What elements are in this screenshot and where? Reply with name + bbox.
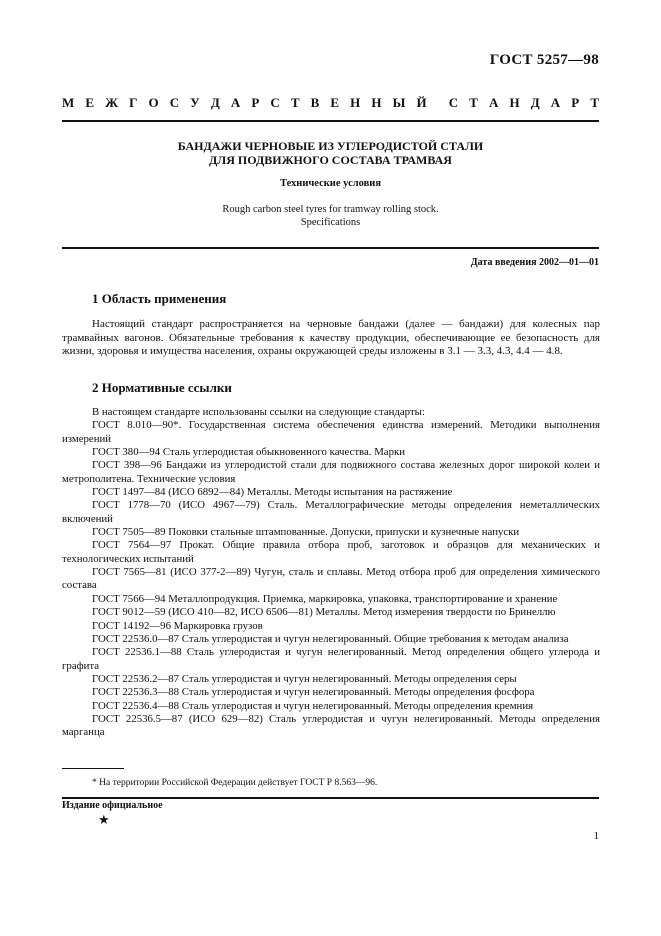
reference-item: ГОСТ 8.010—90*. Государственная система обеспечения единства измерений. Методики выполнения измерений: [62, 419, 600, 445]
banner-letter: Ы: [392, 95, 406, 110]
section-1-paragraph: Настоящий стандарт распространяется на черновые бандажи (далее — бандажи) для колесных пар трамвайных вагонов. Обязательные требования к качеству продукции, обеспечивающие ее безопасность для жизни, здоровья и имущества населения, охраны окружающей среды изложены в 3.1 — 3.3, 4.3, 4.4 — 4.8.: [62, 318, 600, 358]
banner-letter: С: [169, 95, 180, 110]
banner-letter: Н: [371, 95, 382, 110]
banner-letter: Т: [590, 95, 599, 110]
banner-letter: Г: [129, 95, 138, 110]
official-edition-label: Издание официальное: [62, 800, 163, 811]
banner-letter: Т: [290, 95, 300, 110]
bottom-rule: [62, 797, 599, 799]
page-number: 1: [593, 830, 599, 842]
reference-item: ГОСТ 7564—97 Прокат. Общие правила отбора проб, заготовок и образцов для механических и технологических испытаний: [62, 539, 600, 565]
reference-item: ГОСТ 7505—89 Поковки стальные штампованные. Допуски, припуски и кузнечные напуски: [92, 526, 520, 539]
section-1-text: [62, 318, 600, 359]
english-title-line-2: Specifications: [300, 217, 361, 228]
banner-letter: Ж: [105, 95, 118, 110]
banner-letter: О: [148, 95, 159, 110]
banner-letter: Н: [350, 95, 361, 110]
title-line-2: ДЛЯ ПОДВИЖНОГО СОСТАВА ТРАМВАЯ: [209, 153, 452, 167]
reference-item: ГОСТ 22536.3—88 Сталь углеродистая и чугун нелегированный. Методы определения фосфора: [92, 686, 535, 699]
banner-letter: М: [62, 95, 75, 110]
reference-item: ГОСТ 22536.5—87 (ИСО 629—82) Сталь углеродистая и чугун нелегированный. Методы определения марганца: [62, 712, 600, 739]
reference-item: ГОСТ 22536.2—87 Сталь углеродистая и чугун нелегированный. Методы определения серы: [92, 672, 517, 685]
banner-letter: Й: [416, 95, 427, 110]
banner-letter: А: [230, 95, 241, 110]
section-2-heading: 2 Нормативные ссылки: [92, 380, 232, 395]
document-code: ГОСТ 5257—98: [489, 52, 599, 68]
banner-letter: С: [270, 95, 280, 110]
normative-references-list: [62, 406, 600, 740]
banner-letter: Р: [571, 95, 580, 110]
banner-letter: У: [190, 95, 200, 110]
reference-item: ГОСТ 380—94 Сталь углеродистая обыкновенного качества. Марки: [92, 446, 406, 459]
introduction-date: Дата введения 2002—01—01: [470, 257, 599, 268]
banner-letter: С: [448, 95, 459, 110]
reference-item: ГОСТ 1497—84 (ИСО 6892—84) Металлы. Методы испытания на растяжение: [92, 486, 453, 499]
title-rule: [62, 247, 599, 249]
references-intro: В настоящем стандарте использованы ссылки на следующие стандарты:: [92, 406, 425, 418]
footnote-rule: [62, 768, 124, 769]
document-subtitle: Технические условия: [279, 178, 382, 189]
reference-item: ГОСТ 22536.0—87 Сталь углеродистая и чугун нелегированный. Общие требования к методам анализа: [92, 632, 569, 645]
banner-letter: А: [489, 95, 499, 110]
banner-letter: Н: [509, 95, 520, 110]
banner-letter: А: [550, 95, 561, 110]
reference-item: ГОСТ 14192—96 Маркировка грузов: [92, 619, 263, 632]
banner-letter: Д: [530, 95, 540, 110]
footnote: * На территории Российской Федерации действует ГОСТ Р 8.563—96.: [92, 778, 378, 788]
reference-item: ГОСТ 1778—70 (ИСО 4967—79) Сталь. Металлографические методы определения неметаллических включений: [62, 499, 600, 525]
top-rule: [62, 120, 599, 122]
banner-letter: Е: [85, 95, 95, 110]
reference-item: ГОСТ 7566—94 Металлопродукция. Приемка, маркировка, упаковка, транспортирование и хранение: [92, 592, 558, 605]
reference-item: ГОСТ 7565—81 (ИСО 377-2—89) Чугун, сталь и сплавы. Метод отбора проб для определения химического состава: [62, 566, 600, 592]
banner-letter: В: [310, 95, 320, 110]
banner-letter: Д: [210, 95, 220, 110]
interstate-standard-banner: [62, 95, 599, 111]
title-line-1: БАНДАЖИ ЧЕРНОВЫЕ ИЗ УГЛЕРОДИСТОЙ СТАЛИ: [177, 139, 484, 153]
star-icon: ★: [98, 812, 110, 827]
english-title: [62, 203, 599, 229]
reference-item: ГОСТ 398—96 Бандажи из углеродистой стали для подвижного состава железных дорог широкой колеи и метрополитена. Технические условия: [62, 459, 600, 485]
banner-letter: Р: [251, 95, 260, 110]
banner-letter: Е: [330, 95, 340, 110]
section-1-heading: 1 Область применения: [92, 291, 227, 306]
document-title: [62, 139, 599, 167]
reference-item: ГОСТ 22536.1—88 Сталь углеродистая и чугун нелегированный. Метод определения общего углерода и графита: [62, 646, 600, 672]
reference-item: ГОСТ 22536.4—88 Сталь углеродистая и чугун нелегированный. Методы определения кремния: [92, 699, 534, 712]
banner-letter: Т: [469, 95, 478, 110]
english-title-line-1: Rough carbon steel tyres for tramway rolling stock.: [222, 204, 439, 215]
reference-item: ГОСТ 9012—59 (ИСО 410—82, ИСО 6506—81) Металлы. Метод измерения твердости по Бринеллю: [92, 606, 556, 619]
